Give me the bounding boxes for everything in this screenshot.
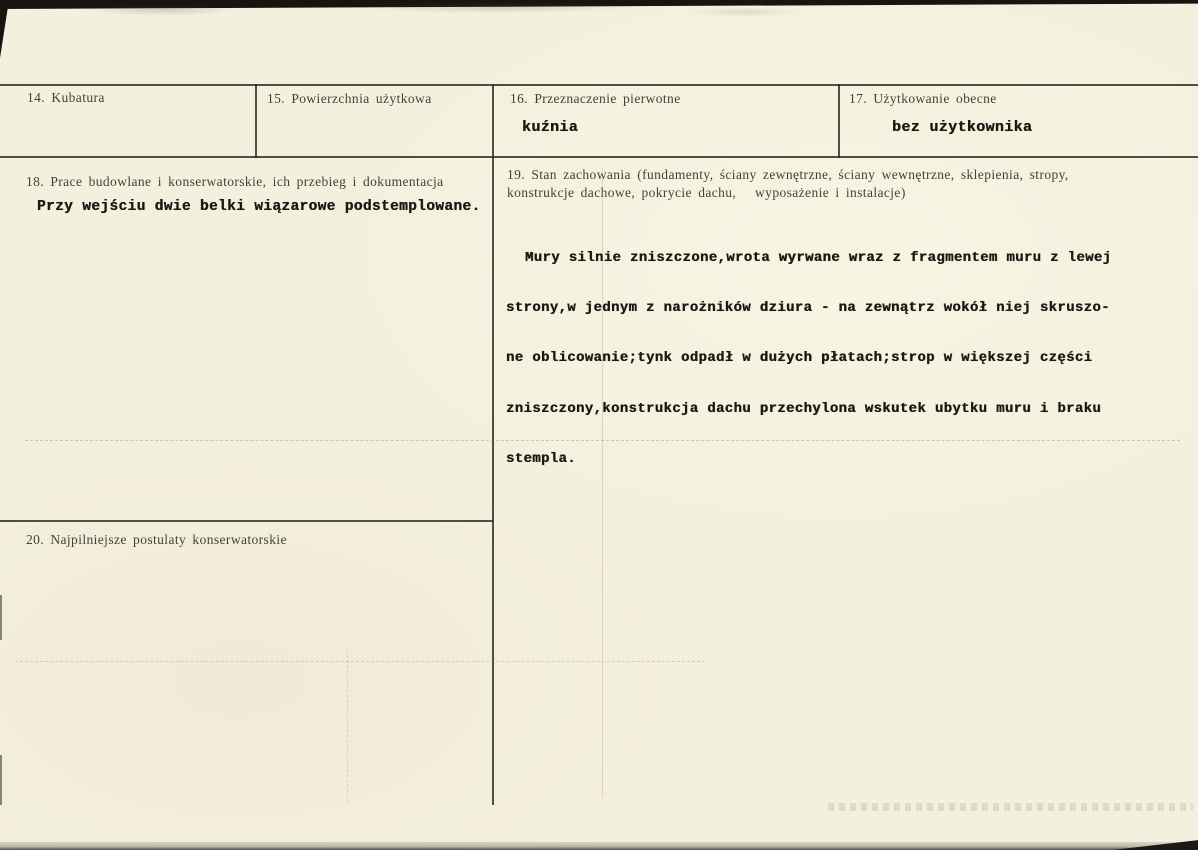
- field-14-label: 14. Kubatura: [27, 90, 105, 105]
- scan-edge-top-left: [0, 0, 9, 58]
- divider-center: [492, 84, 494, 805]
- field-19-value-line: Mury silnie zniszczone,wrota wyrwane wraz z fragmentem muru z lewej: [525, 250, 1112, 266]
- scan-edge-bottom: [0, 842, 1198, 850]
- divider-16-17: [838, 84, 840, 158]
- field-15-label: 15. Powierzchnia użytkowa: [267, 91, 432, 106]
- field-19-value-line: ne oblicowanie;tynk odpadł w dużych płatach;strop w większej części: [506, 350, 1093, 367]
- field-19-value-line: zniszczony,konstrukcja dachu przechylona wskutek ubytku muru i braku: [506, 400, 1102, 417]
- field-18-label: 18. Prace budowlane i konserwatorskie, ich przebieg i dokumentacja: [26, 174, 444, 189]
- ink-bleed-through: [828, 803, 1193, 811]
- field-19-value-line: strony,w jednym z narożników dziura - na zewnątrz wokół niej skruszo-: [506, 300, 1110, 317]
- field-17-label: 17. Użytkowanie obecne: [849, 91, 997, 106]
- rule-row1-bottom: [0, 156, 1198, 158]
- scan-edge-left-sliver: [0, 755, 2, 805]
- field-19-value: [506, 217, 1111, 500]
- pencil-smudge: [688, 7, 803, 17]
- field-19-value-line: stempla.: [506, 450, 577, 467]
- field-16-value: kuźnia: [522, 119, 579, 136]
- field-16-label: 16. Przeznaczenie pierwotne: [510, 91, 681, 106]
- field-19-label-line1: 19. Stan zachowania (fundamenty, ściany zewnętrzne, ściany wewnętrzne, sklepienia, stropy,: [507, 167, 1069, 182]
- rule-top: [0, 84, 1198, 86]
- scan-edge-top: [0, 0, 1198, 9]
- field-18-value: Przy wejściu dwie belki wiązarowe podstemplowane.: [37, 199, 481, 215]
- vertical-crease: [347, 650, 348, 802]
- divider-14-15: [255, 84, 257, 158]
- vertical-crease: [602, 168, 603, 798]
- scan-edge-left-sliver: [0, 595, 2, 640]
- field-19-label-line2: konstrukcje dachowe, pokrycie dachu, wyposażenie i instalacje): [507, 185, 906, 200]
- rule-section20-top: [0, 520, 493, 522]
- field-17-value: bez użytkownika: [892, 119, 1033, 136]
- field-20-label: 20. Najpilniejsze postulaty konserwatorskie: [26, 532, 287, 547]
